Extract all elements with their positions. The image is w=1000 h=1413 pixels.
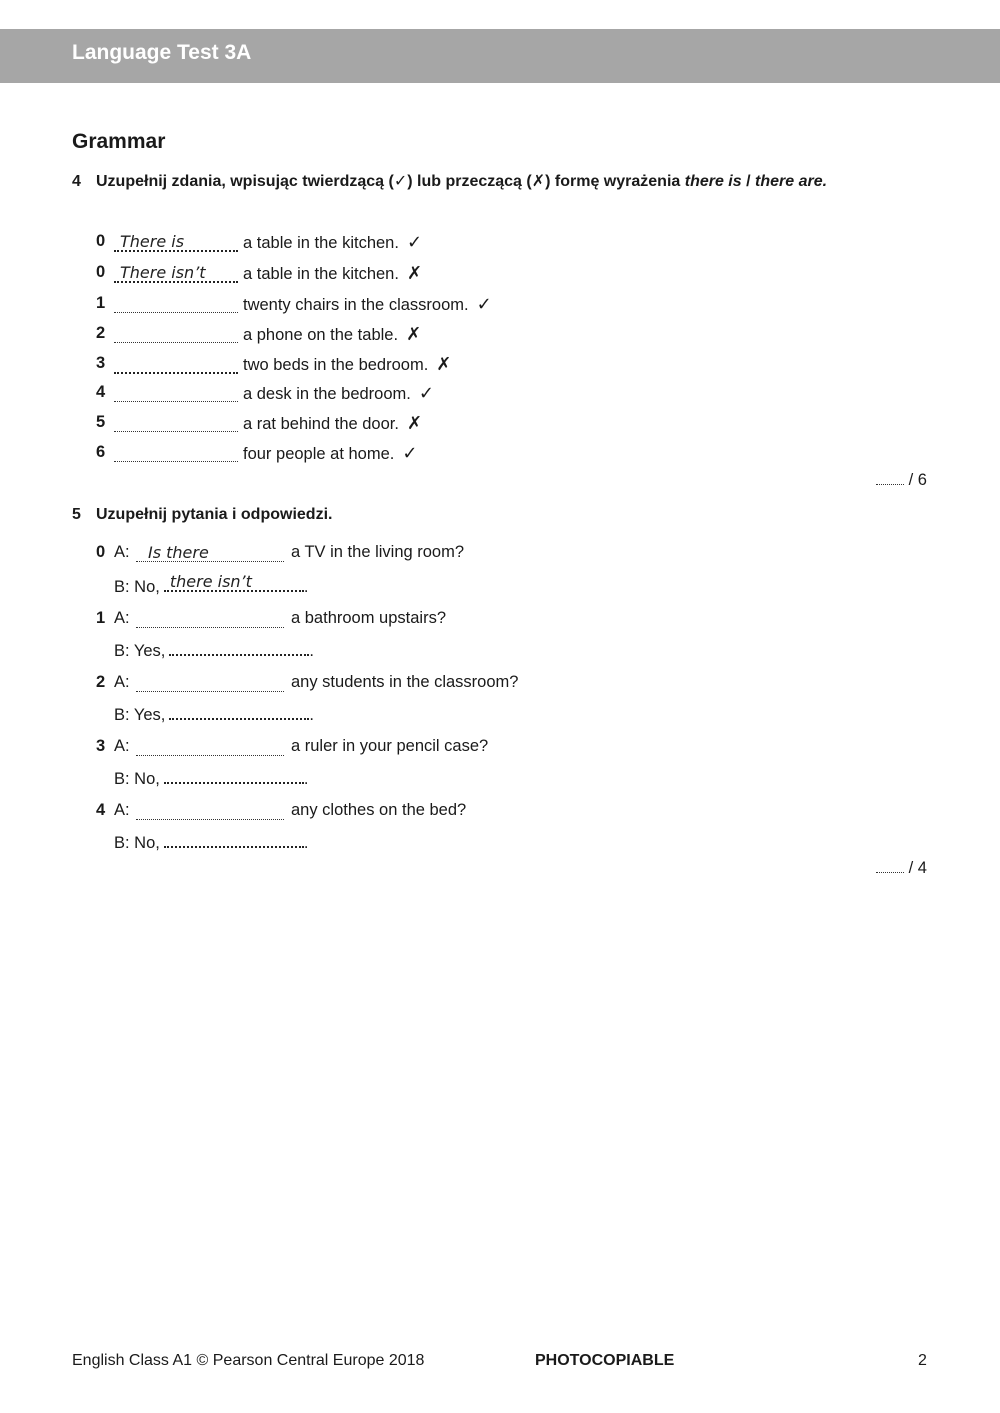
- example-answer: Is there: [148, 543, 209, 562]
- cross-mark-icon: ✗: [406, 263, 423, 283]
- question-text: a bathroom upstairs?: [291, 609, 447, 627]
- item-number: 5: [96, 413, 106, 431]
- speaker-a-label: A:: [114, 609, 130, 627]
- item-text: twenty chairs in the classroom.: [243, 296, 469, 314]
- task5-answer-row: B: Yes, .: [114, 702, 314, 726]
- speaker-a-label: A:: [114, 801, 130, 819]
- answer-blank[interactable]: [114, 324, 238, 343]
- item-text: a desk in the bedroom.: [243, 385, 411, 403]
- answer-blank[interactable]: [114, 383, 238, 402]
- check-mark-icon: ✓: [406, 232, 423, 252]
- speaker-b-prefix: B: No,: [114, 770, 160, 788]
- item-number: 4: [96, 383, 106, 401]
- question-text: any clothes on the bed?: [291, 801, 467, 819]
- question-text: a TV in the living room?: [291, 543, 465, 561]
- item-number: 0: [96, 543, 106, 561]
- check-mark-icon: ✓: [418, 383, 434, 403]
- task5-answer-row: B: No, there isn’t .: [114, 572, 309, 596]
- item-text: a table in the kitchen.: [243, 265, 399, 283]
- question-text: a ruler in your pencil case?: [291, 737, 489, 755]
- item-text: a rat behind the door.: [243, 415, 399, 433]
- item-text: a phone on the table.: [243, 326, 399, 344]
- cross-mark-icon: ✗: [406, 324, 422, 344]
- speaker-b-prefix: B: Yes,: [114, 642, 166, 660]
- example-answer: There is: [120, 232, 185, 251]
- speaker-b-prefix: B: No,: [114, 578, 160, 596]
- footer-page-number: 2: [918, 1352, 927, 1369]
- answer-blank[interactable]: [164, 830, 304, 848]
- answer-blank[interactable]: [114, 294, 238, 313]
- answer-blank[interactable]: [169, 638, 309, 656]
- task5-number: 5: [72, 506, 81, 523]
- check-mark-icon: ✓: [402, 443, 418, 463]
- task4-score: [876, 471, 927, 490]
- score-total: / 6: [908, 471, 927, 489]
- item-number: 6: [96, 443, 106, 461]
- item-number: 2: [96, 324, 106, 342]
- answer-blank[interactable]: [136, 801, 284, 820]
- answer-blank[interactable]: [136, 737, 284, 756]
- item-number: 0: [96, 263, 106, 281]
- task5-answer-row: B: No, .: [114, 766, 308, 790]
- task4-instruction-text: Uzupełnij zdania, wpisując twierdzącą (✓) lub przeczącą (✗) formę wyrażenia: [96, 173, 685, 190]
- item-number: 0: [96, 232, 106, 250]
- cross-mark-icon: ✗: [406, 413, 423, 433]
- footer-copyright: English Class A1 © Pearson Central Europe 2018: [72, 1352, 425, 1369]
- check-mark-icon: ✓: [476, 294, 492, 314]
- item-text: four people at home.: [243, 445, 395, 463]
- task5-instruction: Uzupełnij pytania i odpowiedzi.: [96, 506, 333, 523]
- task5-answer-row: B: No, .: [114, 830, 308, 854]
- task4-instruction-mid: /: [741, 173, 755, 190]
- answer-blank[interactable]: [164, 766, 304, 784]
- score-blank[interactable]: [876, 472, 904, 485]
- answer-blank[interactable]: [114, 413, 238, 432]
- answer-blank[interactable]: [136, 609, 284, 628]
- speaker-b-prefix: B: Yes,: [114, 706, 166, 724]
- task4-number: 4: [72, 173, 81, 190]
- item-number: 1: [96, 294, 106, 312]
- answer-blank[interactable]: [169, 702, 309, 720]
- question-text: any students in the classroom?: [291, 673, 519, 691]
- item-number: 3: [96, 354, 106, 372]
- section-title: Grammar: [72, 130, 166, 153]
- item-number: 1: [96, 609, 106, 627]
- speaker-a-label: A:: [114, 737, 130, 755]
- answer-blank[interactable]: [114, 443, 238, 462]
- answer-blank[interactable]: [164, 574, 304, 592]
- answer-blank[interactable]: [136, 673, 284, 692]
- example-answer: There isn’t: [120, 263, 206, 282]
- item-text: two beds in the bedroom.: [243, 356, 429, 374]
- example-answer: there isn’t: [169, 572, 252, 591]
- task4-instruction-em1: there is: [684, 173, 742, 190]
- footer-photocopiable: PHOTOCOPIABLE: [535, 1352, 675, 1369]
- task4-instruction: [96, 171, 916, 193]
- speaker-a-label: A:: [114, 673, 130, 691]
- answer-blank[interactable]: [114, 354, 238, 374]
- item-number: 3: [96, 737, 106, 755]
- speaker-a-label: A:: [114, 543, 130, 561]
- item-text: a table in the kitchen.: [243, 234, 399, 252]
- score-blank[interactable]: [876, 860, 904, 873]
- cross-mark-icon: ✗: [436, 354, 452, 374]
- speaker-b-prefix: B: No,: [114, 834, 160, 852]
- answer-blank[interactable]: [114, 232, 238, 252]
- score-total: / 4: [908, 859, 927, 877]
- task5-answer-row: B: Yes, .: [114, 638, 314, 662]
- task4-instruction-em2: there are.: [755, 173, 828, 190]
- item-number: 2: [96, 673, 106, 691]
- item-number: 4: [96, 801, 106, 819]
- task5-score: [876, 859, 927, 878]
- answer-blank[interactable]: [114, 263, 238, 283]
- page-title: Language Test 3A: [72, 41, 252, 64]
- answer-blank[interactable]: [136, 543, 284, 562]
